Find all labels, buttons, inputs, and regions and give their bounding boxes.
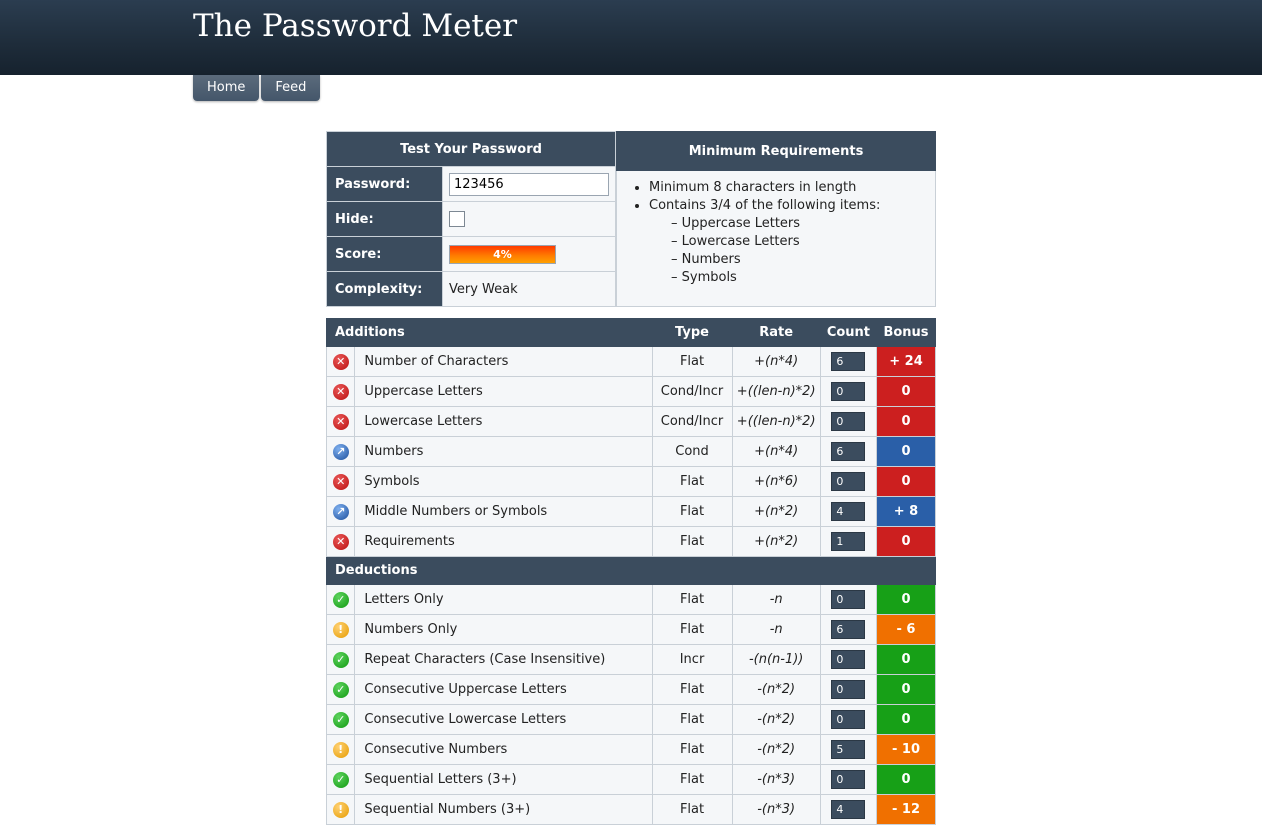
minimum-requirements-panel	[616, 131, 936, 307]
rule-rate: +(n*6)	[732, 467, 820, 497]
test-password-title: Test Your Password	[327, 132, 616, 167]
table-row	[327, 795, 936, 825]
rule-type: Flat	[652, 795, 732, 825]
tab-feed[interactable]: Feed	[261, 75, 320, 101]
status-icon-cell	[327, 347, 355, 377]
hide-label: Hide:	[327, 202, 443, 237]
rule-count-cell	[820, 377, 876, 407]
password-field-cell	[443, 167, 616, 202]
status-icon-cell	[327, 615, 355, 645]
error-icon: ✕	[333, 354, 349, 370]
rule-count-cell	[820, 735, 876, 765]
rule-rate: +((len-n)*2)	[732, 377, 820, 407]
section-title: Deductions	[327, 557, 936, 585]
requirements-sub-list	[649, 215, 925, 287]
hide-cell	[443, 202, 616, 237]
warning-icon: !	[333, 802, 349, 818]
rule-type: Cond/Incr	[652, 377, 732, 407]
list-item: • Contains 3/4 of the following items:	[649, 197, 925, 215]
error-icon: ✕	[333, 474, 349, 490]
rule-count-cell	[820, 347, 876, 377]
score-row	[327, 237, 616, 272]
rule-bonus: - 12	[877, 795, 936, 825]
rule-rate: -(n(n-1))	[732, 645, 820, 675]
rule-count: 0	[831, 650, 865, 669]
rule-type: Flat	[652, 765, 732, 795]
rule-bonus: + 8	[877, 497, 936, 527]
rule-rate: -(n*2)	[732, 675, 820, 705]
error-icon: ✕	[333, 384, 349, 400]
rule-rate: -(n*2)	[732, 735, 820, 765]
rule-rate: -(n*2)	[732, 705, 820, 735]
status-icon-cell	[327, 735, 355, 765]
rule-name: Uppercase Letters	[355, 377, 652, 407]
warning-icon: !	[333, 622, 349, 638]
list-item: – Symbols	[671, 270, 737, 285]
success-icon: ✓	[333, 682, 349, 698]
rule-count: 4	[831, 800, 865, 819]
score-breakdown-table	[326, 318, 936, 825]
error-icon: ✕	[333, 534, 349, 550]
rule-count-cell	[820, 467, 876, 497]
status-icon-cell	[327, 437, 355, 467]
rule-count: 5	[831, 740, 865, 759]
rule-count: 0	[831, 590, 865, 609]
top-panels	[326, 131, 936, 307]
column-header-rate: Rate	[732, 319, 820, 347]
password-row	[327, 167, 616, 202]
rule-type: Flat	[652, 527, 732, 557]
rule-bonus: 0	[877, 437, 936, 467]
requirements-list	[627, 179, 925, 287]
status-icon-cell	[327, 527, 355, 557]
score-label: Score:	[327, 237, 443, 272]
rule-count: 0	[831, 680, 865, 699]
tab-home[interactable]: Home	[193, 75, 259, 101]
rule-rate: +((len-n)*2)	[732, 407, 820, 437]
rule-count-cell	[820, 675, 876, 705]
hide-checkbox[interactable]	[449, 211, 465, 227]
rule-count-cell	[820, 645, 876, 675]
column-header-type: Type	[652, 319, 732, 347]
rule-count-cell	[820, 765, 876, 795]
rule-type: Flat	[652, 347, 732, 377]
success-icon: ✓	[333, 592, 349, 608]
list-item: – Uppercase Letters	[671, 216, 801, 231]
rule-count: 0	[831, 770, 865, 789]
rule-type: Flat	[652, 735, 732, 765]
rule-type: Cond/Incr	[652, 407, 732, 437]
info-icon: ↗	[333, 444, 349, 460]
list-item: • Minimum 8 characters in length	[649, 179, 925, 197]
rule-count: 0	[831, 382, 865, 401]
rule-rate: +(n*2)	[732, 497, 820, 527]
column-header-count: Count	[820, 319, 876, 347]
rule-name: Letters Only	[355, 585, 652, 615]
rule-bonus: 0	[877, 377, 936, 407]
hide-row	[327, 202, 616, 237]
table-row	[327, 347, 936, 377]
status-icon-cell	[327, 585, 355, 615]
rule-bonus: 0	[877, 705, 936, 735]
rule-name: Requirements	[355, 527, 652, 557]
error-icon: ✕	[333, 414, 349, 430]
table-row	[327, 527, 936, 557]
rule-rate: -n	[732, 615, 820, 645]
rule-name: Sequential Numbers (3+)	[355, 795, 652, 825]
rule-bonus: + 24	[877, 347, 936, 377]
rule-count-cell	[820, 585, 876, 615]
column-header-additions: Additions	[327, 319, 653, 347]
table-row	[327, 615, 936, 645]
rule-count: 4	[831, 502, 865, 521]
page-header	[0, 0, 1262, 75]
rule-type: Cond	[652, 437, 732, 467]
rule-type: Flat	[652, 675, 732, 705]
status-icon-cell	[327, 645, 355, 675]
rule-bonus: 0	[877, 765, 936, 795]
rule-name: Symbols	[355, 467, 652, 497]
rule-count-cell	[820, 437, 876, 467]
status-icon-cell	[327, 467, 355, 497]
rule-name: Middle Numbers or Symbols	[355, 497, 652, 527]
rule-name: Lowercase Letters	[355, 407, 652, 437]
main-content	[326, 131, 936, 825]
complexity-value: Very Weak	[443, 272, 616, 307]
status-icon-cell	[327, 407, 355, 437]
page-title: The Password Meter	[193, 8, 518, 44]
score-percent-text: 4%	[493, 247, 512, 261]
rule-type: Flat	[652, 585, 732, 615]
status-icon-cell	[327, 675, 355, 705]
rule-count-cell	[820, 795, 876, 825]
complexity-row	[327, 272, 616, 307]
success-icon: ✓	[333, 652, 349, 668]
rule-count-cell	[820, 497, 876, 527]
rule-type: Flat	[652, 467, 732, 497]
minimum-requirements-body	[617, 171, 936, 307]
tab-bar	[193, 75, 322, 101]
rule-count: 0	[831, 710, 865, 729]
table-row	[327, 585, 936, 615]
rule-rate: -n	[732, 585, 820, 615]
status-icon-cell	[327, 765, 355, 795]
rule-name: Sequential Letters (3+)	[355, 765, 652, 795]
score-cell	[443, 237, 616, 272]
rule-count: 6	[831, 442, 865, 461]
warning-icon: !	[333, 742, 349, 758]
list-item: – Lowercase Letters	[671, 234, 800, 249]
rule-bonus: 0	[877, 407, 936, 437]
rule-rate: -(n*3)	[732, 765, 820, 795]
table-row	[327, 765, 936, 795]
rule-bonus: 0	[877, 467, 936, 497]
rule-name: Numbers	[355, 437, 652, 467]
table-row	[327, 377, 936, 407]
success-icon: ✓	[333, 772, 349, 788]
rule-name: Consecutive Numbers	[355, 735, 652, 765]
rule-count-cell	[820, 705, 876, 735]
info-icon: ↗	[333, 504, 349, 520]
rule-count: 6	[831, 352, 865, 371]
rule-name: Consecutive Uppercase Letters	[355, 675, 652, 705]
rule-name: Numbers Only	[355, 615, 652, 645]
rule-type: Incr	[652, 645, 732, 675]
password-label: Password:	[327, 167, 443, 202]
status-icon-cell	[327, 497, 355, 527]
complexity-label: Complexity:	[327, 272, 443, 307]
rule-rate: +(n*2)	[732, 527, 820, 557]
rule-type: Flat	[652, 615, 732, 645]
rule-count-cell	[820, 407, 876, 437]
rule-bonus: - 6	[877, 615, 936, 645]
table-row	[327, 675, 936, 705]
rule-count-cell	[820, 527, 876, 557]
test-password-panel	[326, 131, 616, 307]
minimum-requirements-title: Minimum Requirements	[617, 132, 936, 171]
rule-rate: +(n*4)	[732, 347, 820, 377]
rule-count: 0	[831, 472, 865, 491]
rule-count: 6	[831, 620, 865, 639]
rule-rate: +(n*4)	[732, 437, 820, 467]
table-row	[327, 497, 936, 527]
section-header-deductions	[327, 557, 936, 585]
rule-bonus: 0	[877, 675, 936, 705]
status-icon-cell	[327, 705, 355, 735]
table-row	[327, 467, 936, 497]
rule-bonus: 0	[877, 645, 936, 675]
status-icon-cell	[327, 795, 355, 825]
rule-type: Flat	[652, 497, 732, 527]
rule-count: 1	[831, 532, 865, 551]
table-row	[327, 407, 936, 437]
password-input[interactable]	[449, 173, 609, 196]
rule-type: Flat	[652, 705, 732, 735]
rule-bonus: 0	[877, 585, 936, 615]
rule-name: Repeat Characters (Case Insensitive)	[355, 645, 652, 675]
rule-count: 0	[831, 412, 865, 431]
rule-bonus: - 10	[877, 735, 936, 765]
column-header-bonus: Bonus	[877, 319, 936, 347]
rule-count-cell	[820, 615, 876, 645]
table-row	[327, 645, 936, 675]
list-item: – Numbers	[671, 252, 741, 267]
rule-bonus: 0	[877, 527, 936, 557]
rule-name: Number of Characters	[355, 347, 652, 377]
table-header-row	[327, 319, 936, 347]
status-icon-cell	[327, 377, 355, 407]
rule-rate: -(n*3)	[732, 795, 820, 825]
table-row	[327, 705, 936, 735]
success-icon: ✓	[333, 712, 349, 728]
score-progress-bar	[449, 245, 556, 264]
rule-name: Consecutive Lowercase Letters	[355, 705, 652, 735]
table-row	[327, 437, 936, 467]
table-row	[327, 735, 936, 765]
